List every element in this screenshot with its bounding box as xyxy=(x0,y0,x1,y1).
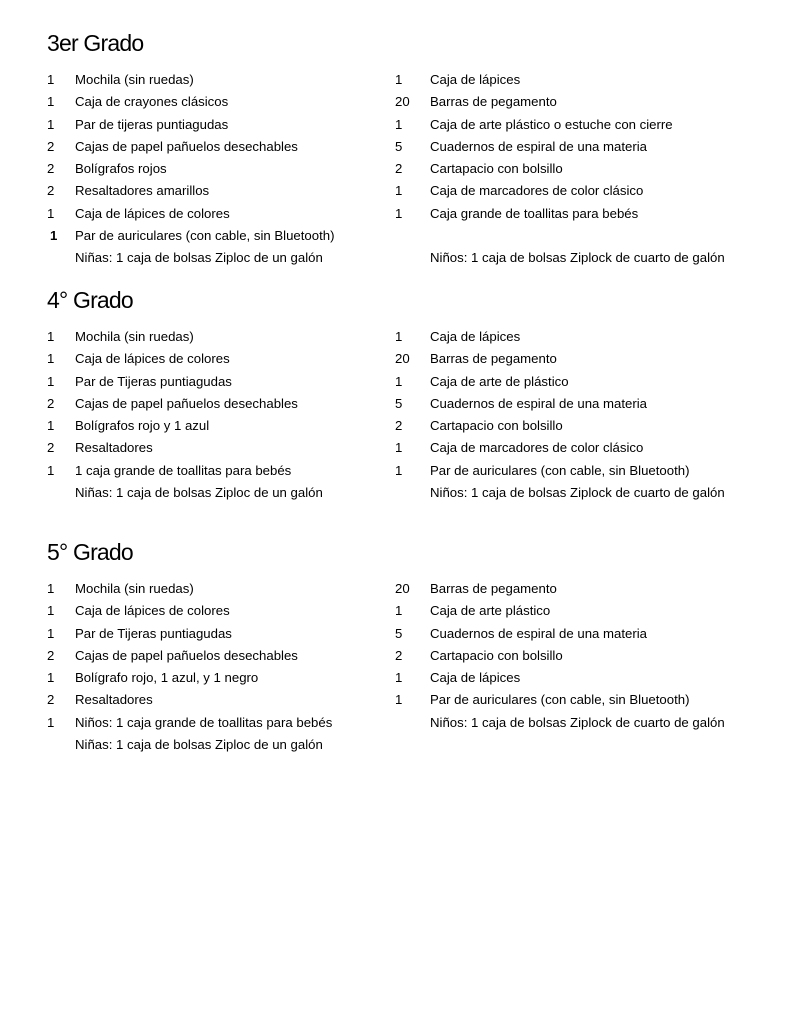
item-quantity: 1 xyxy=(47,94,55,110)
item-quantity: 1 xyxy=(395,670,403,686)
item-quantity: 1 xyxy=(47,373,55,389)
item-quantity: 1 xyxy=(47,462,55,478)
item-description: Caja de lápices de colores xyxy=(75,603,230,619)
item-description: Caja de lápices xyxy=(430,72,521,87)
item-quantity: 1 xyxy=(47,72,55,87)
item-description: Cajas de papel pañuelos desechables xyxy=(75,138,298,154)
item-quantity: 20 xyxy=(395,581,410,596)
item-description: Cuadernos de espiral de una materia xyxy=(430,395,647,411)
item-quantity: 1 xyxy=(50,228,58,244)
item-description: Par de auriculares (con cable, sin Bluetooth) xyxy=(430,692,690,708)
item-quantity: 1 xyxy=(47,205,55,221)
item-quantity: 1 xyxy=(47,625,55,641)
item-quantity: 1 xyxy=(395,692,403,708)
item-quantity: 1 xyxy=(395,603,403,619)
item-description: Par de auriculares (con cable, sin Bluetooth) xyxy=(430,462,690,478)
item-description: Barras de pegamento xyxy=(430,351,557,367)
item-description: Caja de lápices de colores xyxy=(75,351,230,367)
item-description: Barras de pegamento xyxy=(430,94,557,110)
item-quantity: 1 xyxy=(395,462,403,478)
item-quantity: 2 xyxy=(395,647,403,663)
item-quantity: 1 xyxy=(395,205,403,221)
item-quantity: 1 xyxy=(47,351,55,367)
item-description: Caja de marcadores de color clásico xyxy=(430,183,644,199)
item-description: Resaltadores xyxy=(75,440,153,456)
item-quantity: 2 xyxy=(47,395,55,411)
item-description: Resaltadores amarillos xyxy=(75,183,210,199)
item-description: Niños: 1 caja de bolsas Ziplock de cuarto de galón xyxy=(430,714,725,730)
item-description: Caja de arte plástico xyxy=(430,603,551,619)
item-quantity: 2 xyxy=(47,440,55,456)
item-quantity: 5 xyxy=(395,138,403,154)
item-description: Cuadernos de espiral de una materia xyxy=(430,625,647,641)
item-description: Caja de lápices xyxy=(430,329,521,344)
item-quantity: 2 xyxy=(47,183,55,199)
item-quantity: 2 xyxy=(47,692,55,708)
item-quantity: 1 xyxy=(47,418,55,434)
item-description: Bolígrafos rojo y 1 azul xyxy=(75,418,210,434)
item-description: Niñas: 1 caja de bolsas Ziploc de un galón xyxy=(75,737,323,753)
item-description: Resaltadores xyxy=(75,692,153,708)
item-description: Niños: 1 caja de bolsas Ziplock de cuarto de galón xyxy=(430,250,725,266)
item-description: 1 caja grande de toallitas para bebés xyxy=(75,462,292,478)
item-quantity: 2 xyxy=(47,138,55,154)
item-quantity: 20 xyxy=(395,94,410,110)
item-description: Niños: 1 caja grande de toallitas para bebés xyxy=(75,714,333,730)
item-quantity: 1 xyxy=(47,581,55,596)
item-description: Par de Tijeras puntiagudas xyxy=(75,373,232,389)
item-description: Bolígrafos rojos xyxy=(75,161,167,177)
item-quantity: 2 xyxy=(47,161,55,177)
item-description: Cajas de papel pañuelos desechables xyxy=(75,395,298,411)
item-quantity: 1 xyxy=(395,72,403,87)
item-description: Cartapacio con bolsillo xyxy=(430,647,563,663)
grade-title: 3er Grado xyxy=(47,30,144,56)
item-quantity: 5 xyxy=(395,625,403,641)
item-quantity: 1 xyxy=(395,373,403,389)
item-description: Caja de lápices de colores xyxy=(75,205,230,221)
item-description: Niñas: 1 caja de bolsas Ziploc de un galón xyxy=(75,250,323,266)
item-description: Niñas: 1 caja de bolsas Ziploc de un galón xyxy=(75,485,323,501)
grade-title: 4° Grado xyxy=(47,287,133,313)
item-quantity: 1 xyxy=(395,183,403,199)
item-description: Caja de arte plástico o estuche con cierre xyxy=(430,116,673,132)
item-description: Mochila (sin ruedas) xyxy=(75,329,194,344)
item-description: Cajas de papel pañuelos desechables xyxy=(75,647,298,663)
item-description: Mochila (sin ruedas) xyxy=(75,581,194,596)
item-description: Cuadernos de espiral de una materia xyxy=(430,138,647,154)
item-description: Caja de crayones clásicos xyxy=(75,94,229,110)
item-description: Caja de marcadores de color clásico xyxy=(430,440,644,456)
item-description: Caja de arte de plástico xyxy=(430,373,569,389)
item-description: Niños: 1 caja de bolsas Ziplock de cuarto de galón xyxy=(430,485,725,501)
item-quantity: 5 xyxy=(395,395,403,411)
item-quantity: 1 xyxy=(47,329,55,344)
item-description: Bolígrafo rojo, 1 azul, y 1 negro xyxy=(75,670,259,686)
item-description: Par de auriculares (con cable, sin Bluetooth) xyxy=(75,228,335,244)
item-description: Cartapacio con bolsillo xyxy=(430,161,563,177)
item-description: Barras de pegamento xyxy=(430,581,557,596)
grade-title: 5° Grado xyxy=(47,539,133,565)
item-quantity: 1 xyxy=(47,670,55,686)
item-quantity: 20 xyxy=(395,351,410,367)
item-quantity: 1 xyxy=(47,714,55,730)
item-description: Par de Tijeras puntiagudas xyxy=(75,625,232,641)
item-description: Caja grande de toallitas para bebés xyxy=(430,205,639,221)
item-quantity: 2 xyxy=(395,161,403,177)
item-description: Mochila (sin ruedas) xyxy=(75,72,194,87)
item-description: Caja de lápices xyxy=(430,670,521,686)
item-description: Par de tijeras puntiagudas xyxy=(75,116,229,132)
item-quantity: 2 xyxy=(395,418,403,434)
item-quantity: 1 xyxy=(47,116,55,132)
item-quantity: 1 xyxy=(47,603,55,619)
item-quantity: 1 xyxy=(395,329,403,344)
item-quantity: 2 xyxy=(47,647,55,663)
item-quantity: 1 xyxy=(395,116,403,132)
item-description: Cartapacio con bolsillo xyxy=(430,418,563,434)
item-quantity: 1 xyxy=(395,440,403,456)
